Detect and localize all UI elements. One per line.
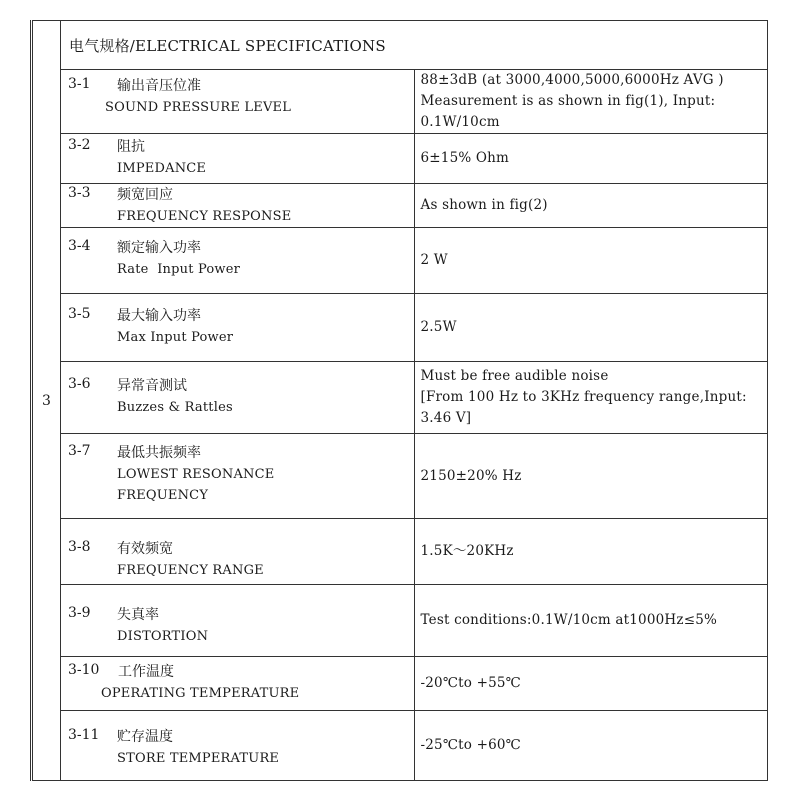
table-row	[32, 657, 768, 711]
item-number: 3-9	[68, 605, 91, 621]
item-number: 3-2	[68, 137, 91, 153]
section-number: 3	[32, 21, 61, 781]
table-row	[32, 362, 768, 434]
item-value: As shown in fig(2)	[414, 184, 768, 228]
item-value: -20℃to +55℃	[414, 657, 768, 711]
item-number: 3-10	[68, 662, 100, 678]
table-row	[32, 585, 768, 657]
item-value: 88±3dB (at 3000,4000,5000,6000Hz AVG ) Measurement is as shown in fig(1), Input: 0.1W/10cm	[414, 70, 768, 134]
table-row	[32, 134, 768, 184]
item-value: 1.5K～20KHz	[414, 519, 768, 585]
item-label: 工作温度 OPERATING TEMPERATURE	[101, 664, 300, 701]
item-label: 异常音测试 Buzzes & Rattles	[117, 378, 233, 415]
item-label: 最大输入功率 Max Input Power	[117, 308, 234, 345]
item-number: 3-11	[68, 727, 100, 743]
item-label: 最低共振频率 LOWEST RESONANCE FREQUENCY	[117, 445, 275, 503]
table-title: 电气规格/ELECTRICAL SPECIFICATIONS	[61, 21, 768, 70]
item-number: 3-6	[68, 376, 91, 392]
item-label: 阻抗 IMPEDANCE	[117, 139, 207, 176]
item-value: 2.5W	[414, 294, 768, 362]
item-number: 3-4	[68, 238, 91, 254]
item-label: 频宽回应 FREQUENCY RESPONSE	[117, 187, 292, 224]
item-value: Test conditions:0.1W/10cm at1000Hz≤5%	[414, 585, 768, 657]
table-row	[32, 294, 768, 362]
item-number: 3-7	[68, 443, 91, 459]
item-label: 输出音压位准 SOUND PRESSURE LEVEL	[105, 78, 292, 115]
item-number: 3-3	[68, 185, 91, 201]
table-row	[32, 184, 768, 228]
table-row	[32, 519, 768, 585]
item-value: 6±15% Ohm	[414, 134, 768, 184]
electrical-specifications-table	[30, 20, 768, 781]
item-number: 3-1	[68, 76, 91, 92]
item-value: -25℃to +60℃	[414, 711, 768, 781]
item-value: 2 W	[414, 228, 768, 294]
table-row	[32, 70, 768, 134]
item-value: Must be free audible noise [From 100 Hz to 3KHz frequency range,Input: 3.46 V]	[414, 362, 768, 434]
table-row	[32, 711, 768, 781]
table-row	[32, 434, 768, 519]
item-number: 3-8	[68, 539, 91, 555]
item-label: 有效频宽 FREQUENCY RANGE	[117, 541, 264, 578]
item-label: 失真率 DISTORTION	[117, 607, 209, 644]
item-label: 额定输入功率 Rate Input Power	[117, 240, 241, 277]
table-row	[32, 228, 768, 294]
item-number: 3-5	[68, 306, 91, 322]
item-value: 2150±20% Hz	[414, 434, 768, 519]
item-label: 贮存温度 STORE TEMPERATURE	[117, 729, 280, 766]
